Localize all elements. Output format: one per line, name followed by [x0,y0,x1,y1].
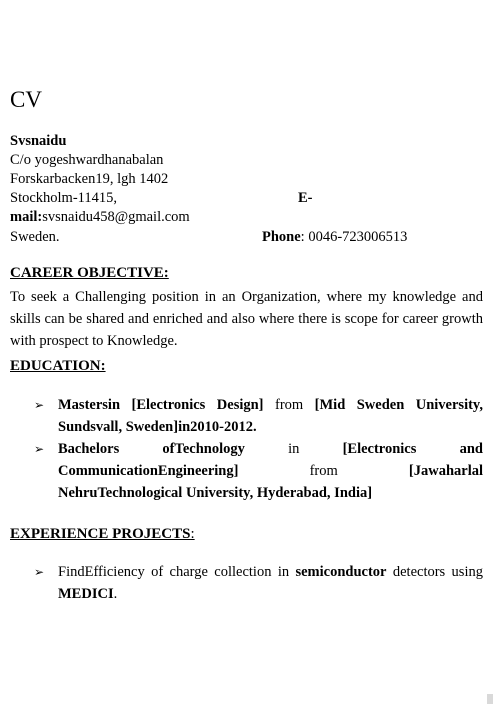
career-objective-text: To seek a Challenging position in an Organization, where my knowledge and skills can be shared and enriched and also where there is scope for career growth with prospect to Knowledge. [10,289,483,349]
education-list [34,394,483,504]
bachelors-word: CommunicationEngineering] [58,463,239,479]
phone-line [262,228,407,247]
experience-heading-colon: : [190,526,195,542]
education-item-bachelors [34,438,483,504]
email-label-end: mail: [10,209,43,225]
bachelors-line-3 [58,482,483,504]
contact-name: Svsnaidu [10,133,67,149]
arrow-bullet-icon: ➢ [34,565,45,579]
bachelors-line-2 [58,460,483,482]
bachelors-word: ofTechnology [162,441,245,457]
education-item-masters [34,394,483,438]
phone-label: Phone [262,229,301,245]
email-value: svsnaidu458@gmail.com [42,209,190,225]
bachelors-word: Bachelors [58,441,120,457]
arrow-bullet-icon: ➢ [34,398,45,412]
arrow-bullet-icon: ➢ [34,442,45,456]
page-title: CV [10,87,42,112]
experience-item-medici [34,561,483,605]
project-keyword: semiconductor [295,564,387,580]
project-tool: MEDICI [58,586,114,602]
email-line [10,208,190,227]
masters-university: [Mid Sweden University, Sundsvall, Sweden]in2010-2012. [58,397,484,435]
email-label-start: E- [298,190,313,206]
address-line-1: C/o yogeshwardhanabalan [10,152,164,168]
bachelors-word: and [459,441,483,457]
project-period: . [113,586,118,602]
project-text: detectors using [386,564,483,580]
experience-list [34,561,483,605]
bachelors-word: in [288,441,300,457]
education-heading: EDUCATION: [10,358,106,374]
bachelors-line-1 [58,438,483,460]
country: Sweden. [10,229,60,245]
experience-heading: EXPERIENCE PROJECTS [10,526,191,542]
masters-degree: Mastersin [Electronics Design] [58,397,264,413]
project-text: FindEfficiency of charge collection in [58,564,296,580]
career-objective-heading: CAREER OBJECTIVE: [10,265,169,281]
bachelors-word: [Electronics [342,441,417,457]
masters-from: from [263,397,315,413]
bachelors-word: [Jawaharlal [408,463,483,479]
bachelors-university: NehruTechnological University, Hyderabad, India] [58,485,373,501]
phone-value: : 0046-723006513 [300,229,408,245]
address-line-3: Stockholm-11415, [10,190,118,206]
experience-heading-line [10,525,195,544]
bachelors-word: from [309,463,338,479]
scroll-corner [487,694,493,704]
address-line-2: Forskarbacken19, lgh 1402 [10,171,169,187]
